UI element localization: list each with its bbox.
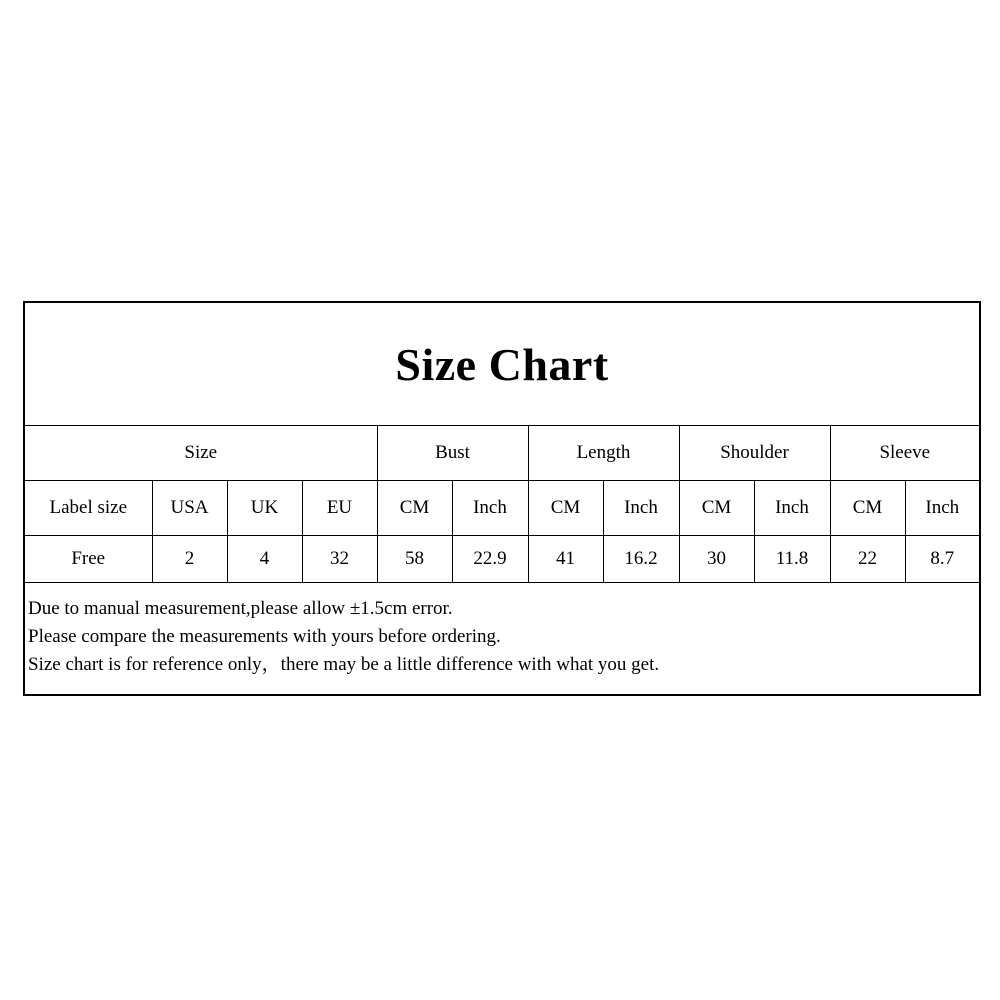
size-chart [23, 301, 981, 696]
group-header-bust: Bust [377, 426, 528, 481]
subheader-label-size: Label size [25, 481, 152, 536]
subheader-length-inch: Inch [603, 481, 679, 536]
subheader-length-cm: CM [528, 481, 603, 536]
note-compare: Please compare the measurements with yours before ordering. [28, 626, 501, 647]
cell-eu: 32 [302, 536, 377, 583]
subheader-usa: USA [152, 481, 227, 536]
group-header-sleeve: Sleeve [830, 426, 979, 481]
chart-title: Size Chart [25, 303, 979, 426]
group-header-shoulder: Shoulder [679, 426, 830, 481]
cell-label-size: Free [25, 536, 152, 583]
cell-length-inch: 16.2 [603, 536, 679, 583]
cell-sleeve-inch: 8.7 [905, 536, 979, 583]
note-reference: Size chart is for reference only，there may be a little difference with what you get. [28, 654, 660, 675]
size-table [25, 303, 979, 583]
subheader-shoulder-cm: CM [679, 481, 754, 536]
note-measurement-error: Due to manual measurement,please allow ±1.5cm error. [28, 598, 453, 619]
cell-shoulder-inch: 11.8 [754, 536, 830, 583]
notes [25, 583, 979, 679]
subheader-eu: EU [302, 481, 377, 536]
group-header-length: Length [528, 426, 679, 481]
subheader-sleeve-cm: CM [830, 481, 905, 536]
cell-shoulder-cm: 30 [679, 536, 754, 583]
subheader-sleeve-inch: Inch [905, 481, 979, 536]
subheader-shoulder-inch: Inch [754, 481, 830, 536]
cell-length-cm: 41 [528, 536, 603, 583]
cell-uk: 4 [227, 536, 302, 583]
cell-sleeve-cm: 22 [830, 536, 905, 583]
cell-usa: 2 [152, 536, 227, 583]
cell-bust-inch: 22.9 [452, 536, 528, 583]
group-header-size: Size [25, 426, 377, 481]
subheader-bust-inch: Inch [452, 481, 528, 536]
table-row [25, 536, 979, 583]
cell-bust-cm: 58 [377, 536, 452, 583]
subheader-bust-cm: CM [377, 481, 452, 536]
subheader-uk: UK [227, 481, 302, 536]
